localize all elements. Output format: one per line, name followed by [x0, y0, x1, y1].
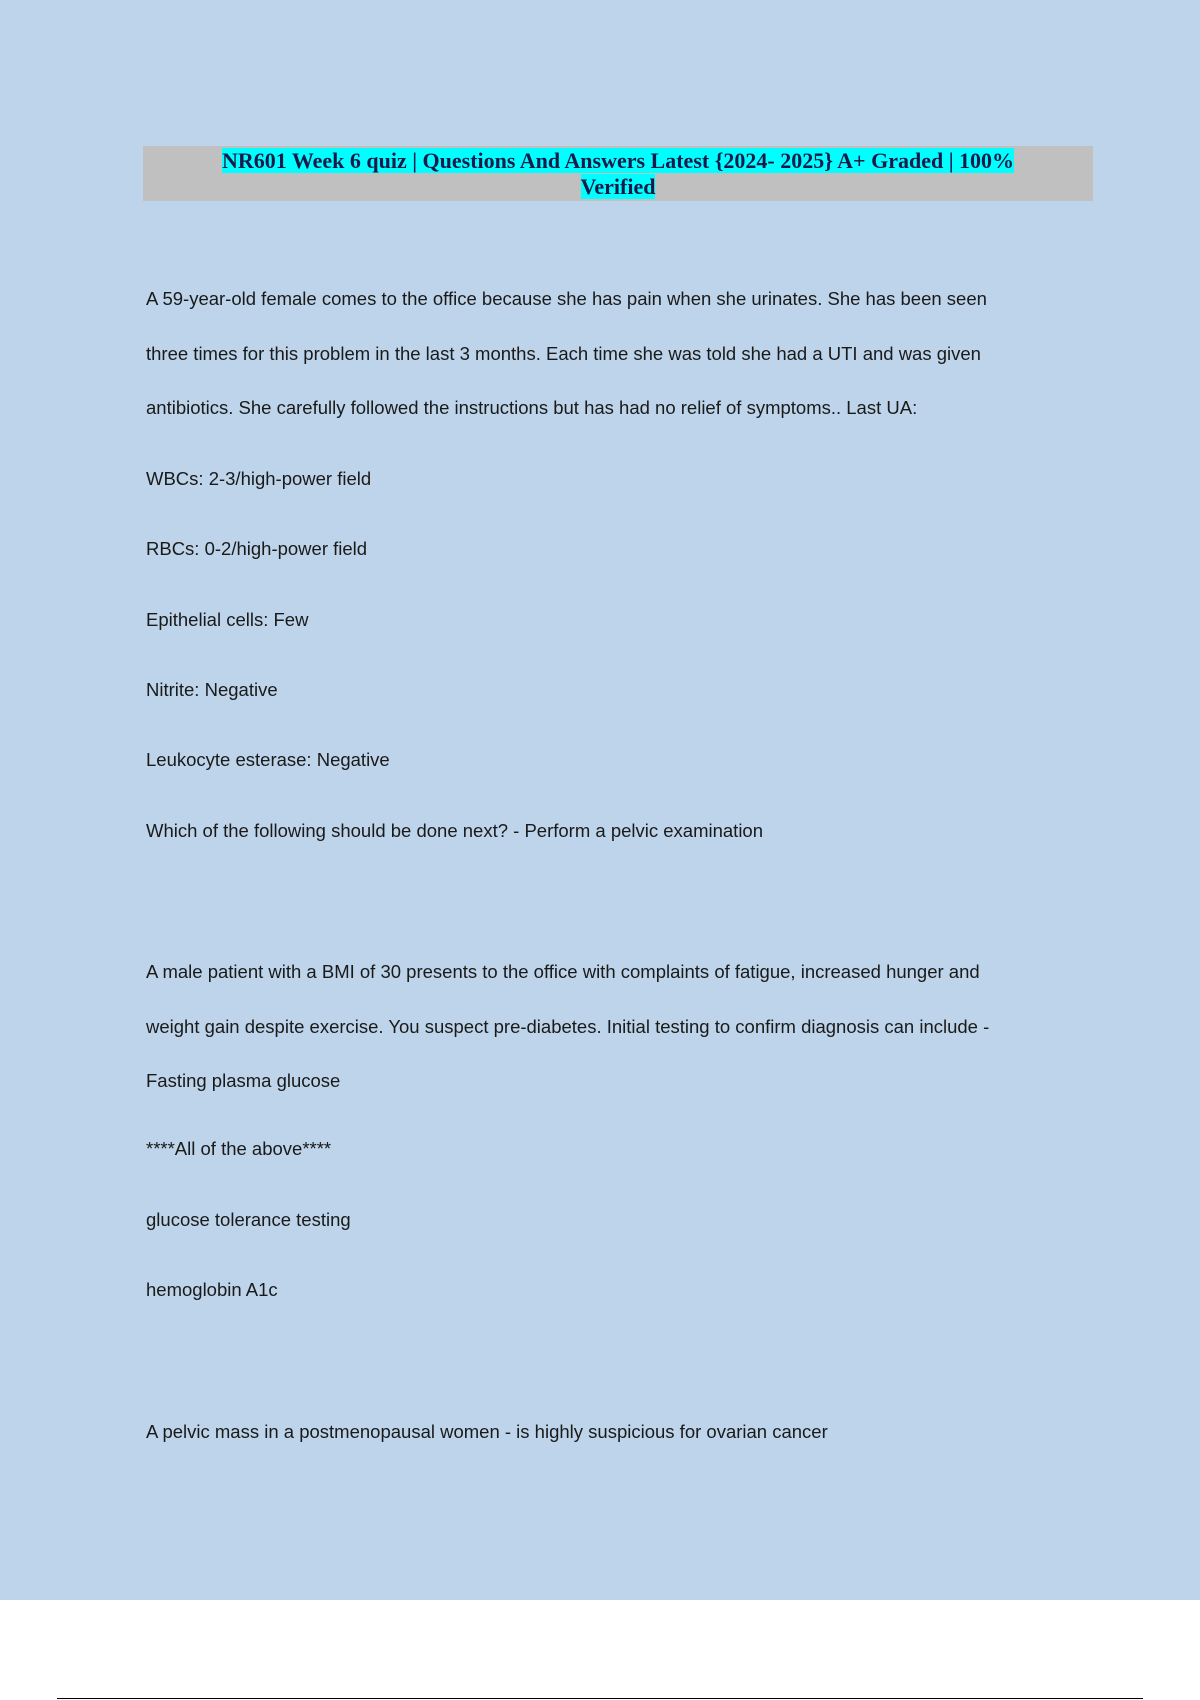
q2-stem-line-2: weight gain despite exercise. You suspect pre-diabetes. Initial testing to confirm diagnosis can include - [146, 1016, 990, 1037]
q1-stem-line-3: antibiotics. She carefully followed the instructions but has had no relief of symptoms.. Last UA: [146, 397, 918, 418]
q2-option-1: glucose tolerance testing [146, 1209, 351, 1230]
q2-answer: ****All of the above**** [146, 1138, 332, 1159]
q3-statement: A pelvic mass in a postmenopausal women - is highly suspicious for ovarian cancer [146, 1421, 828, 1442]
q1-question-answer: Which of the following should be done next? - Perform a pelvic examination [146, 820, 764, 841]
q1-stem-line-2: three times for this problem in the last 3 months. Each time she was told she had a UTI and was given [146, 343, 981, 364]
q1-lab-rbc: RBCs: 0-2/high-power field [146, 538, 368, 559]
document-title [143, 146, 1093, 201]
q1-lab-leukocyte: Leukocyte esterase: Negative [146, 749, 390, 770]
q1-stem-line-1: A 59-year-old female comes to the office because she has pain when she urinates. She has been seen [146, 288, 987, 309]
q1-lab-epithelial: Epithelial cells: Few [146, 609, 309, 630]
q1-lab-nitrite: Nitrite: Negative [146, 679, 278, 700]
footer-rule [57, 1698, 1143, 1699]
title-line-2: Verified [580, 174, 656, 199]
q2-stem-line-3: Fasting plasma glucose [146, 1070, 341, 1091]
q1-lab-wbc: WBCs: 2-3/high-power field [146, 468, 372, 489]
q2-option-2: hemoglobin A1c [146, 1279, 278, 1300]
title-line-1: NR601 Week 6 quiz | Questions And Answers Latest {2024- 2025} A+ Graded | 100% [221, 148, 1015, 173]
q2-stem-line-1: A male patient with a BMI of 30 presents to the office with complaints of fatigue, increased hunger and [146, 961, 980, 982]
